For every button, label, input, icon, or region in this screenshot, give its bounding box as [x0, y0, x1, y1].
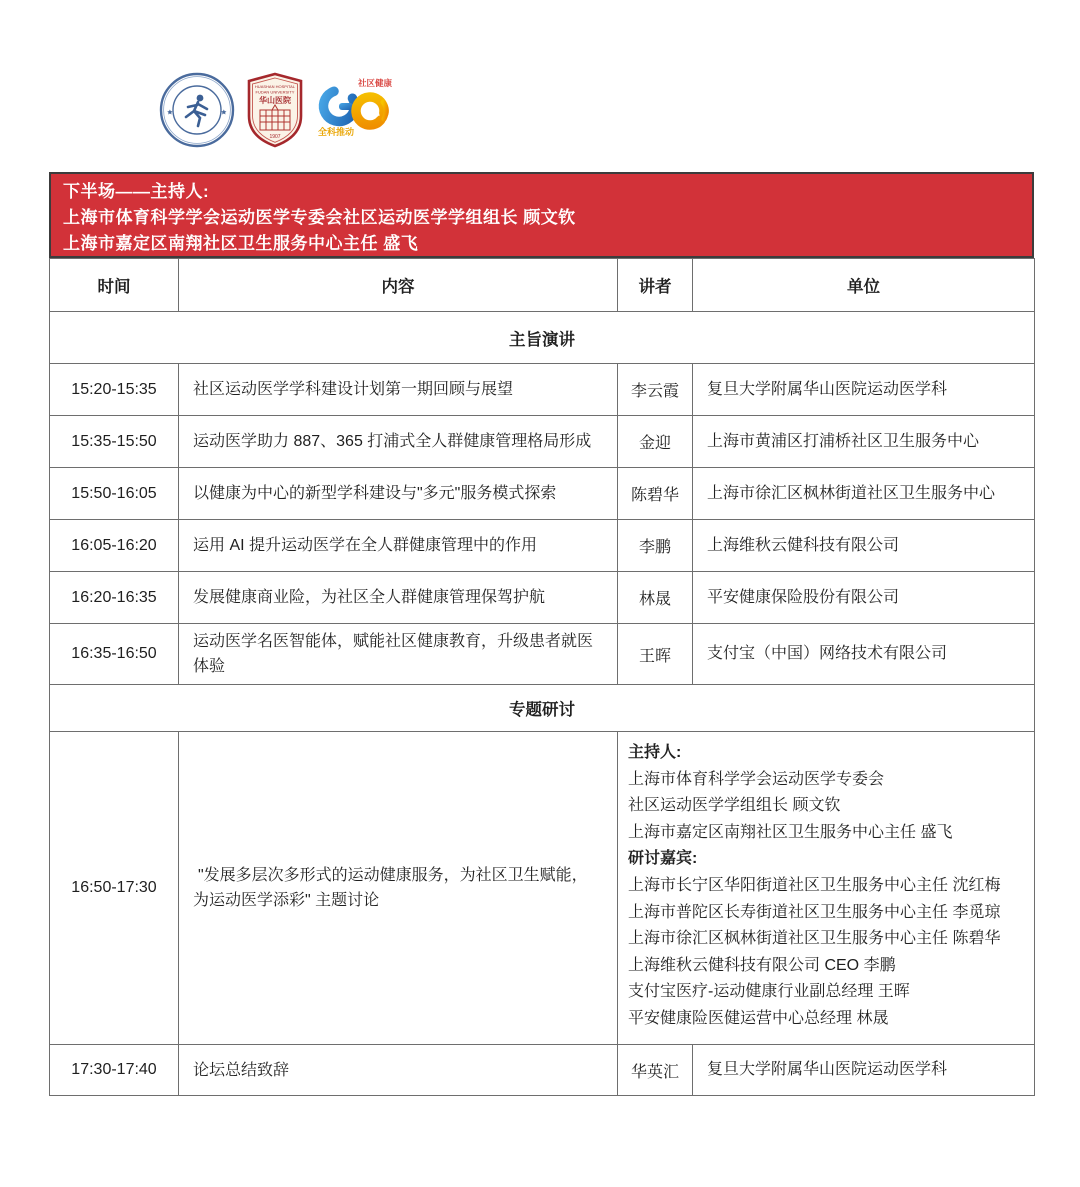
panel-topic	[179, 732, 618, 1045]
talk-org: 平安健康保险股份有限公司	[693, 572, 1035, 624]
huashan-hospital-en-line2: FUDAN UNIVERSITY	[255, 89, 295, 95]
session-banner	[49, 172, 1034, 258]
gp-community-health-logo-icon	[314, 73, 394, 147]
logo-strip	[158, 70, 394, 150]
talk-time: 15:35-15:50	[50, 416, 179, 468]
header-time: 时间	[50, 259, 179, 312]
banner-host-1: 上海市体育科学学会运动医学专委会社区运动医学学组组长 顾文钦	[63, 208, 576, 227]
talk-speaker: 金迎	[618, 416, 693, 468]
section-title-seminar: 专题研讨	[50, 685, 1035, 732]
panel-guest: 平安健康险医健运营中心总经理 林晟	[628, 1009, 889, 1027]
talk-org: 上海市徐汇区枫林街道社区卫生服务中心	[693, 468, 1035, 520]
talk-org: 支付宝（中国）网络技术有限公司	[693, 624, 1035, 685]
talk-title: 论坛总结致辞	[179, 1045, 618, 1096]
talk-time: 15:20-15:35	[50, 364, 179, 416]
talk-time: 17:30-17:40	[50, 1045, 179, 1096]
panel-host-label: 主持人:	[628, 744, 682, 761]
talk-speaker: 林晟	[618, 572, 693, 624]
talk-org: 上海维秋云健科技有限公司	[693, 520, 1035, 572]
talk-title: 社区运动医学学科建设计划第一期回顾与展望	[179, 364, 618, 416]
huashan-hospital-en-line1: HUASHAN HOSPITAL	[254, 84, 296, 89]
table-row	[50, 572, 1035, 624]
huashan-hospital-year: 1907	[269, 134, 281, 140]
panel-topic-text: "发展多层次多形式的运动健康服务，为社区卫生赋能，为运动医学添彩" 主题讨论	[193, 867, 588, 909]
table-row	[50, 520, 1035, 572]
talk-time: 16:05-16:20	[50, 520, 179, 572]
panel-host: 上海市体育科学学会运动医学专委会	[628, 770, 885, 788]
panel-guest: 支付宝医疗-运动健康行业副总经理 王晖	[628, 983, 910, 1001]
table-row	[50, 1045, 1035, 1096]
talk-speaker: 华英汇	[618, 1045, 693, 1096]
panel-time: 16:50-17:30	[50, 732, 179, 1045]
huashan-hospital-shield-icon	[246, 72, 304, 148]
banner-host-2: 上海市嘉定区南翔社区卫生服务中心主任 盛飞	[63, 234, 419, 253]
banner-session-title: 下半场——主持人:	[63, 182, 210, 201]
panel-guest-label: 研讨嘉宾:	[628, 850, 698, 868]
talk-speaker: 陈碧华	[618, 468, 693, 520]
talk-time: 16:20-16:35	[50, 572, 179, 624]
gp-logo-tag-bottom: 全科推动	[318, 127, 355, 137]
section-title-keynote: 主旨演讲	[50, 312, 1035, 364]
talk-speaker: 王晖	[618, 624, 693, 685]
header-content: 内容	[179, 259, 618, 312]
panel-host: 上海市嘉定区南翔社区卫生服务中心主任 盛飞	[628, 823, 953, 841]
table-row	[50, 624, 1035, 685]
section-row-keynote	[50, 312, 1035, 364]
panel-guest: 上海维秋云健科技有限公司 CEO 李鹏	[628, 956, 896, 974]
talk-title: 运动医学名医智能体，赋能社区健康教育，升级患者就医体验	[179, 624, 618, 685]
huashan-hospital-cn-name: 华山医院	[259, 96, 291, 105]
table-row	[50, 468, 1035, 520]
talk-org: 上海市黄浦区打浦桥社区卫生服务中心	[693, 416, 1035, 468]
sports-society-seal-icon	[158, 71, 236, 149]
talk-title: 运动医学助力 887、365 打浦式全人群健康管理格局形成	[179, 416, 618, 468]
panel-host: 社区运动医学学组组长 顾文钦	[628, 797, 841, 815]
panel-guest: 上海市徐汇区枫林街道社区卫生服务中心主任 陈碧华	[628, 930, 1001, 948]
talk-speaker: 李云霞	[618, 364, 693, 416]
gp-logo-tag-top: 社区健康	[358, 78, 393, 88]
header-speaker: 讲者	[618, 259, 693, 312]
talk-title: 运用 AI 提升运动医学在全人群健康管理中的作用	[179, 520, 618, 572]
talk-time: 15:50-16:05	[50, 468, 179, 520]
header-org: 单位	[693, 259, 1035, 312]
talk-org: 复旦大学附属华山医院运动医学科	[693, 364, 1035, 416]
table-header-row	[50, 259, 1035, 312]
talk-title: 以健康为中心的新型学科建设与"多元"服务模式探索	[179, 468, 618, 520]
section-row-seminar	[50, 685, 1035, 732]
talk-title: 发展健康商业险，为社区全人群健康管理保驾护航	[179, 572, 618, 624]
panel-guest: 上海市普陀区长寿街道社区卫生服务中心主任 李觅琼	[628, 903, 1001, 921]
table-row	[50, 416, 1035, 468]
talk-time: 16:35-16:50	[50, 624, 179, 685]
panel-guest: 上海市长宁区华阳街道社区卫生服务中心主任 沈红梅	[628, 876, 1001, 894]
talk-org: 复旦大学附属华山医院运动医学科	[693, 1045, 1035, 1096]
panel-discussion-row	[50, 732, 1035, 1045]
talk-speaker: 李鹏	[618, 520, 693, 572]
agenda-table	[49, 258, 1035, 1096]
panel-participants	[618, 732, 1035, 1045]
table-row	[50, 364, 1035, 416]
